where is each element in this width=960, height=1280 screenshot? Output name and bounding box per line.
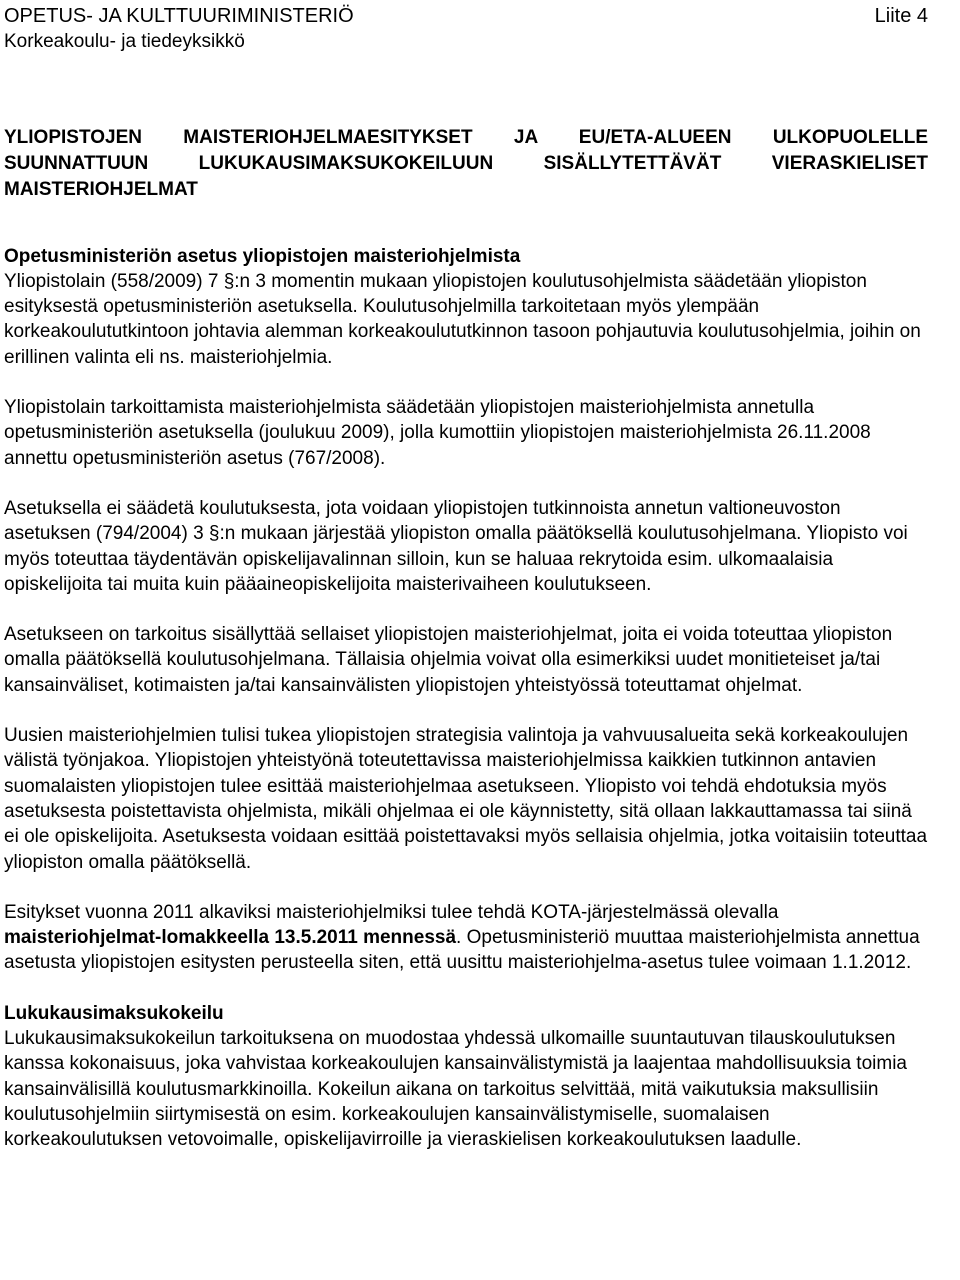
paragraph: Asetuksella ei säädetä koulutuksesta, jota voidaan yliopistojen tutkinnoista annetun valtioneuvoston asetuksen (794/2004) 3 §:n mukaan järjestää yliopiston omalla päätöksellä koulutusohjelmana. Yliopisto voi myös toteuttaa täydentävän opiskelijavalinnan silloin, kun se haluaa rekrytoida esim. ulkomaalaisia opiskelijoita tai muita kuin pääaineopiskelijoita maisterivaiheen koulutukseen. <box>4 497 908 595</box>
section-tuition-fee-trial <box>4 1001 928 1153</box>
document-title: YLIOPISTOJEN MAISTERIOHJELMAESITYKSET JA EU/ETA-ALUEEN ULKOPUOLELLE SUUNNATTUUN LUKUKAUSIMAKSUKOKEILUUN SISÄLLYTETTÄVÄT VIERASKIELISET MAISTERIOHJELMAT <box>4 126 928 200</box>
deadline-text-end: . Opetusministeriö muuttaa maisteriohjelmista annettua asetusta yliopistojen esitysten perusteella siten, että uusittu maisteriohjelma-asetus tulee voimaan 1.1.2012. <box>4 927 920 974</box>
unit-name: Korkeakoulu- ja tiedeyksikkö <box>4 31 245 53</box>
document-page <box>4 0 928 1153</box>
paragraph: Uusien maisteriohjelmien tulisi tukea yliopistojen strategisia valintoja ja vahvuusalueita sekä korkeakoulujen välistä työnjakoa. Yliopistojen yhteistyönä toteutettavissa maisteriohjelmissa kaikkien tutkinnon antavien suomalaisten yliopistojen tulee esittää maisteriohjelmaa asetukseen. Yliopisto voi tehdä ehdotuksia myös asetuksesta poistettavista ohjelmista, mikäli ohjelmaa ei ole käynnistetty, sitä ollaan lakkauttamassa tai siinä ei ole opiskelijoita. Asetuksesta voidaan esittää poistettavaksi myös sellaisia ohjelmia, jotka voitaisiin toteuttaa yliopiston omalla päätöksellä. <box>4 725 928 873</box>
paragraph-deadline <box>4 900 928 976</box>
paragraph: Yliopistolain tarkoittamista maisteriohjelmista säädetään yliopistojen maisteriohjelmista annetulla opetusministeriön asetuksella (joulukuu 2009), jolla kumottiin yliopistojen maisteriohjelmista 26.11.2008 annettu opetusministeriön asetus (767/2008). <box>4 397 871 469</box>
paragraph: Lukukausimaksukokeilun tarkoituksena on muodostaa yhdessä ulkomaille suuntautuvan tilauskoulutuksen kanssa kokonaisuus, joka vahvistaa korkeakoulujen kansainvälistymistä ja laajentaa mahdollisuuksia toimia kansainvälisillä koulutusmarkkinoilla. Kokeilun aikana on tarkoitus selvittää, mitä vaikutuksia maksullisiin koulutusohjelmiin siirtymisestä on esim. korkeakoulujen kansainvälistymiselle, suomalaisen korkeakoulutuksen vetovoimalle, opiskelijavirroille ja vieraskielisen korkeakoulutuksen laadulle. <box>4 1028 907 1151</box>
paragraph: Yliopistolain (558/2009) 7 §:n 3 momentin mukaan yliopistojen koulutusohjelmista säädetään yliopiston esityksestä opetusministeriön asetuksella. Koulutusohjelmilla tarkoitetaan myös ylempään korkeakoulututkintoon johtavia alemman korkeakoulututkinnon tasoon pohjautuvia koulutusohjelmia, joihin on erillinen valinta eli ns. maisteriohjelmia. <box>4 270 921 368</box>
deadline-bold: maisteriohjelmat-lomakkeella 13.5.2011 mennessä <box>4 927 457 949</box>
paragraph: Asetukseen on tarkoitus sisällyttää sellaiset yliopistojen maisteriohjelmat, joita ei voida toteuttaa yliopiston omalla päätöksellä koulutusohjelmana. Tällaisia ohjelmia voivat olla esimerkiksi uudet monitieteiset ja/tai kansainväliset, kotimaisten ja/tai kansainvälisten yliopistojen yhteistyössä toteuttamat ohjelmat. <box>4 624 893 696</box>
annex-label: Liite 4 <box>874 5 928 27</box>
section-master-programmes <box>4 244 928 976</box>
section-heading: Opetusministeriön asetus yliopistojen maisteriohjelmista <box>4 245 521 267</box>
deadline-text-start: Esitykset vuonna 2011 alkaviksi maisteriohjelmiksi tulee tehdä KOTA-järjestelmässä olevalla <box>4 901 779 923</box>
document-header <box>4 0 928 55</box>
ministry-name: OPETUS- JA KULTTUURIMINISTERIÖ <box>4 5 354 27</box>
header-left <box>4 4 354 55</box>
section-heading: Lukukausimaksukokeilu <box>4 1002 224 1024</box>
